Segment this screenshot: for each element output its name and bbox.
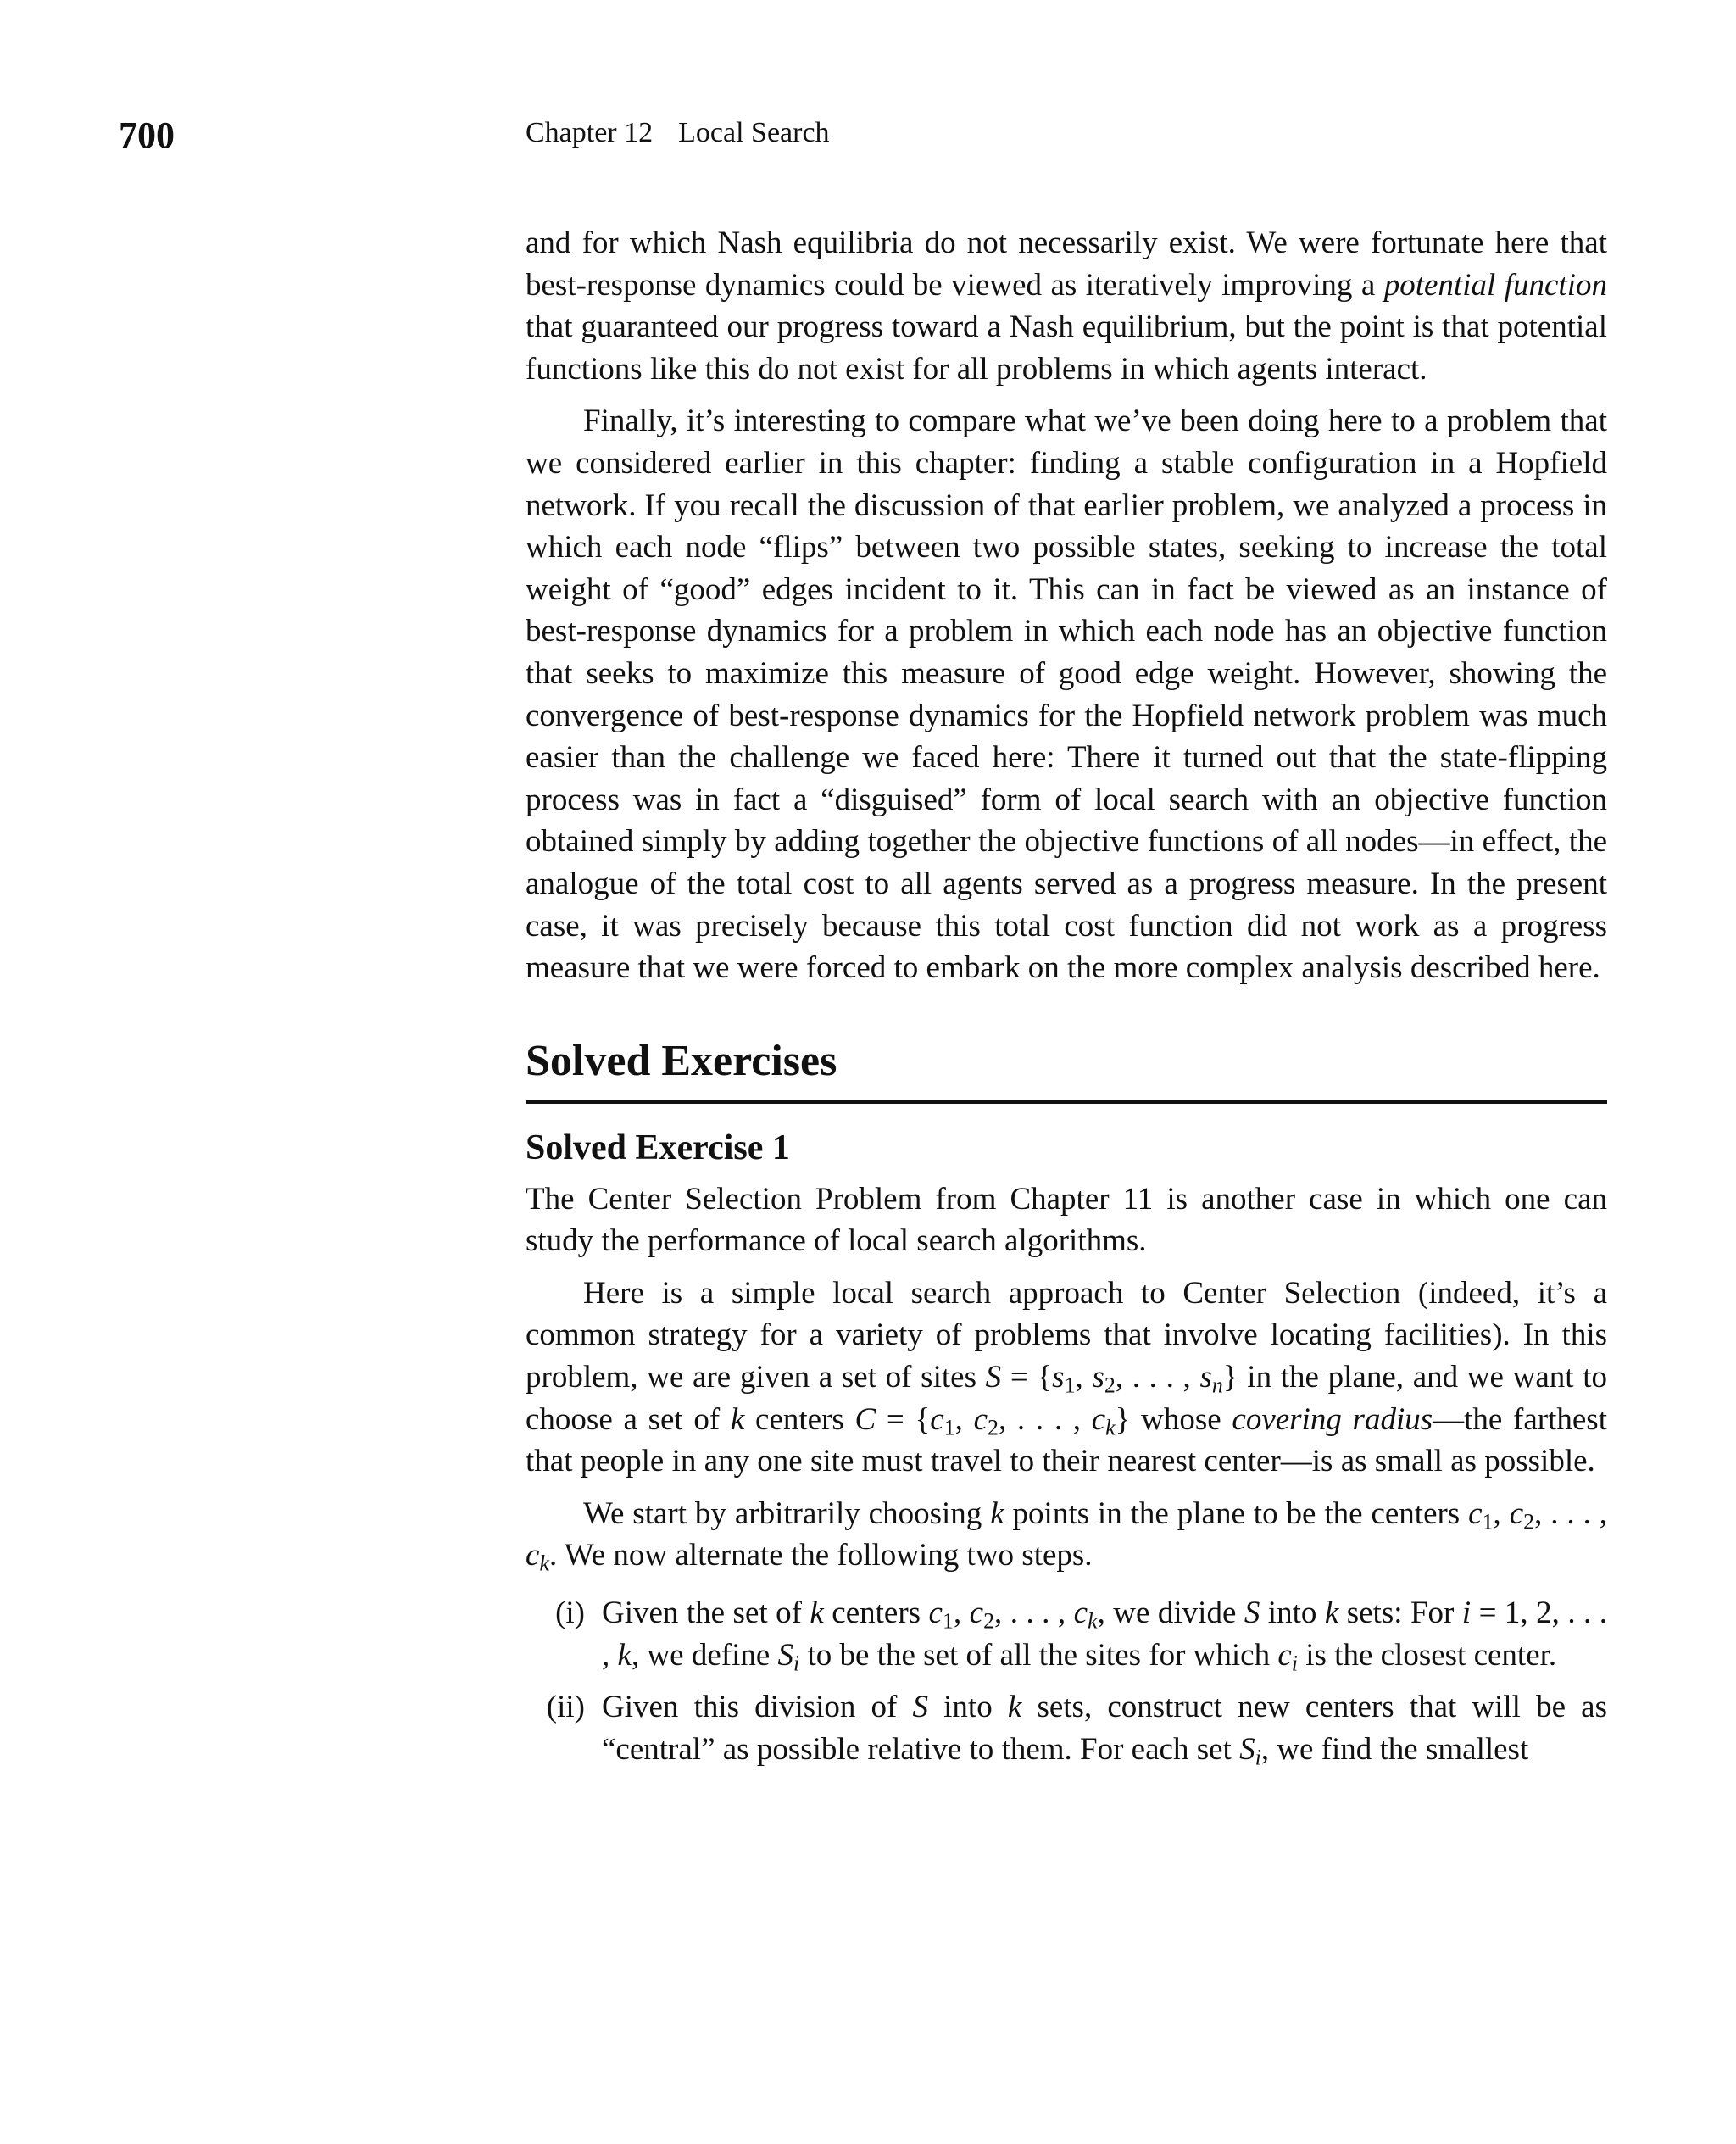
text-column bbox=[526, 222, 1607, 1780]
exercise-paragraph-1: The Center Selection Problem from Chapter 11 is another case in which one can study the performance of local search algorithms. bbox=[526, 1181, 1607, 1259]
math-centers: $c_1$, $c_2$, . . . , $c_k$ bbox=[526, 1495, 1607, 1576]
math-set-C: $C = \{c_1$, $c_2$, . . . , $c_k$} bbox=[854, 1401, 1131, 1440]
emphasis-covering-radius: covering radius bbox=[1232, 1401, 1433, 1437]
list-item bbox=[526, 1592, 1607, 1676]
subsection-title: Solved Exercise 1 bbox=[526, 1128, 790, 1167]
intro-paragraph-2: Finally, it’s interesting to compare what we’ve been doing here to a problem that we considered earlier in this chapter: finding a stable configuration in a Hopfield network. If you recall the discussion of that earlier problem, we analyzed a process in which each node “flips” between two possible states, seeking to increase the total weight of “good” edges incident to it. This can in fact be viewed as an instance of best-response dynamics for a problem in which each node has an objective function that seeks to maximize this measure of good edge weight. However, showing the convergence of best-response dynamics for the Hopfield network problem was much easier than the challenge we faced here: There it turned out that the state-flipping process was in fact a “disguised” form of local search with an objective function obtained simply by adding together the objective functions of all nodes—in effect, the analogue of the total cost to all agents served as a progress measure. In the present case, it was precisely because this total cost function did not work as a progress measure that we were forced to embark on the more complex analysis described here. bbox=[526, 404, 1607, 986]
running-head-title: Local Search bbox=[678, 117, 830, 148]
running-head bbox=[526, 117, 830, 149]
steps-list bbox=[526, 1592, 1607, 1770]
list-item bbox=[526, 1686, 1607, 1770]
page-number: 700 bbox=[119, 114, 175, 156]
exercise-paragraph-2: Here is a simple local search approach to Center Selection (indeed, it’s a common strategy for a variety of problems that involve locating facilities). In this problem, we are given a set of sites $S = \{s_1$, $s_2$, . . . , $s_n$} in the plane, and we want to choose a set of k centers $C = \{c_1$, $c_2$, . . . , $c_k$} whose covering radius—the farthest that people in any one site must travel to their nearest center—is as small as possible. bbox=[526, 1275, 1608, 1479]
exercise-paragraph-3: We start by arbitrarily choosing k points in the plane to be the centers $c_1$, $c_2$, . . . , $c_k$. We now alternate the following two steps. bbox=[526, 1495, 1607, 1576]
section-title: Solved Exercises bbox=[526, 1035, 1607, 1104]
list-item-text: Given this division of S into k sets, construct new centers that will be as “central” as possible relative to them. For each set $S_i$, we find the smallest bbox=[602, 1690, 1607, 1770]
intro-paragraph-1: and for which Nash equilibria do not necessarily exist. We were fortunate here that best-response dynamics could be viewed as iteratively improving a potential function that guaranteed our progress toward a Nash equilibrium, but the point is that potential functions like this do not exist for all problems in which agents interact. bbox=[526, 226, 1607, 387]
running-head-chapter: Chapter 12 bbox=[526, 117, 654, 148]
emphasis-potential-function: potential function bbox=[1383, 267, 1607, 303]
list-item-text: Given the set of k centers $c_1$, $c_2$, . . . , $c_k$, we divide S into k sets: For i = 1, 2, . . . , k, we define $S_i$ to be the set of all the sites for which $c_i$ is the closest center. bbox=[602, 1595, 1608, 1676]
math-set-S: $S = \{s_1$, $s_2$, . . . , $s_n$} bbox=[985, 1360, 1238, 1398]
list-marker: (i) bbox=[555, 1595, 585, 1631]
list-marker: (ii) bbox=[546, 1690, 585, 1725]
